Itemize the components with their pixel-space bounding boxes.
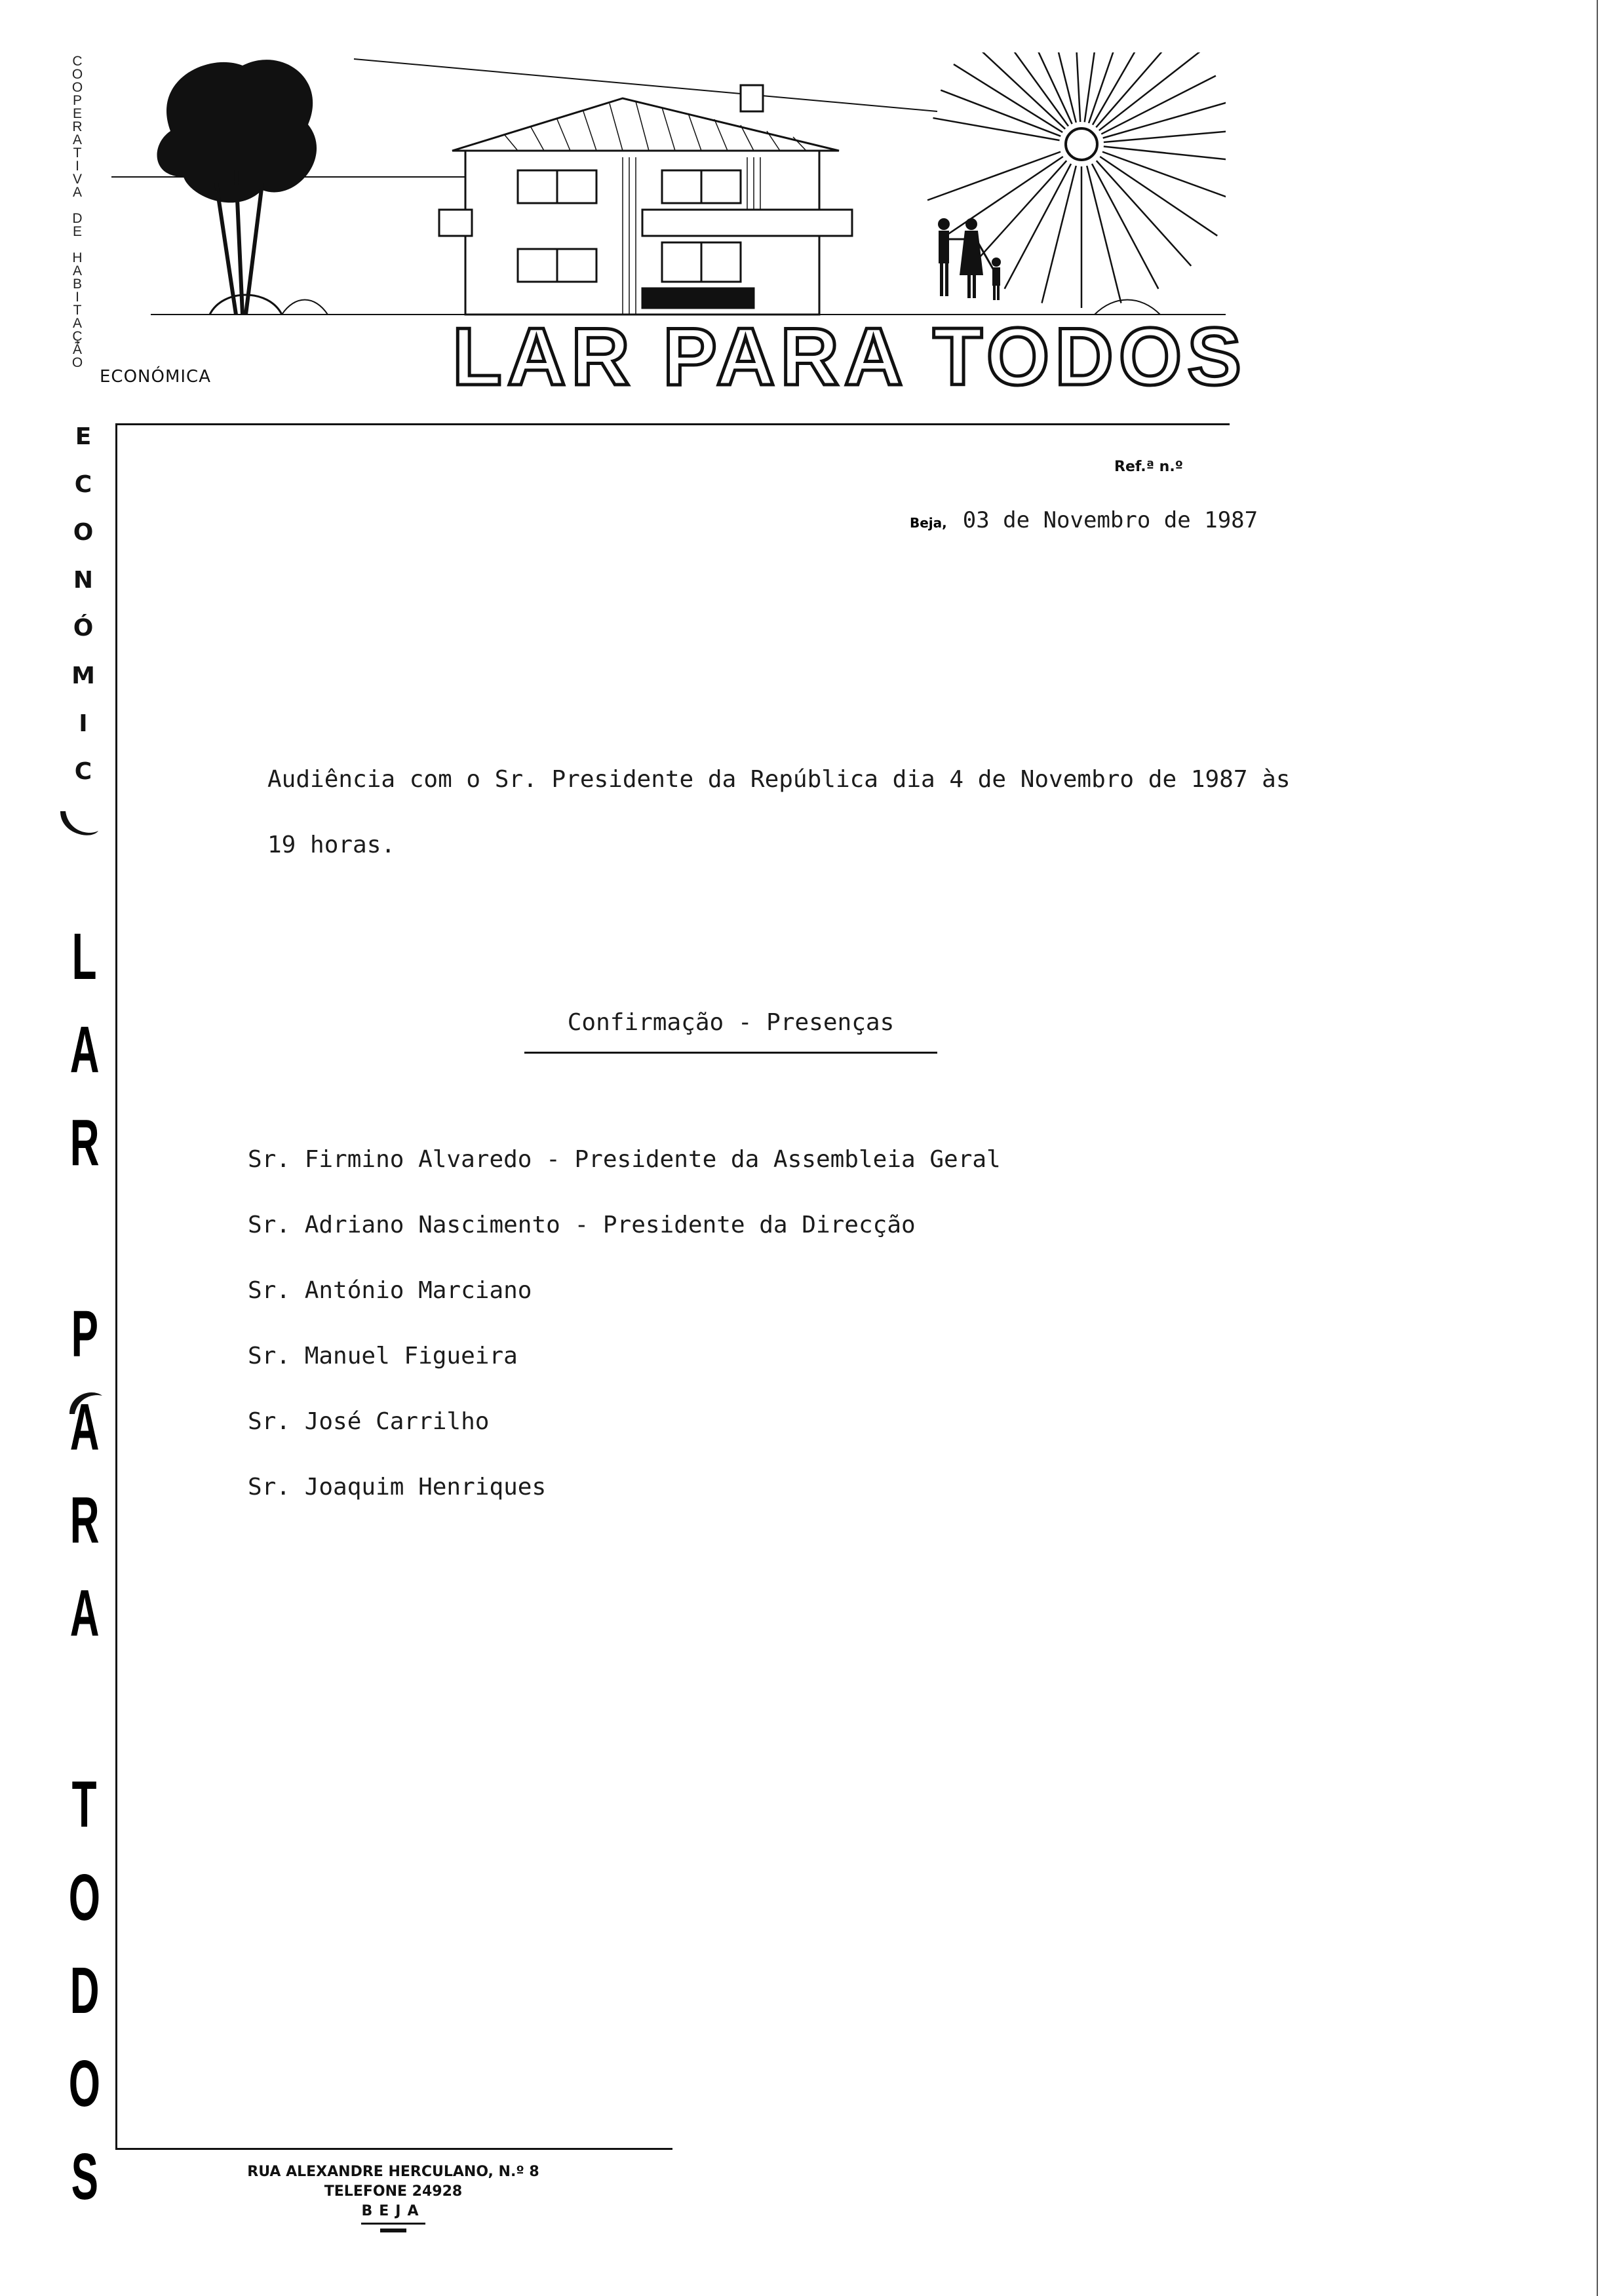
vertical-letter: O xyxy=(71,80,83,95)
vertical-letter: E xyxy=(72,224,82,239)
frame-top-rule xyxy=(115,423,1230,425)
vertical-letter: R xyxy=(69,1483,100,1557)
letter-body xyxy=(267,747,1513,878)
letterhead-illustration xyxy=(111,52,1226,347)
vertical-letter: L xyxy=(72,920,97,993)
vertical-letter: C xyxy=(74,758,92,785)
vertical-letter: D xyxy=(69,1954,100,2027)
vertical-letter: A xyxy=(69,1577,100,1650)
vertical-letter: T xyxy=(73,145,82,161)
vertical-letter: E xyxy=(75,423,92,450)
vertical-letter: I xyxy=(75,159,79,174)
heading-underline xyxy=(524,1052,937,1054)
vertical-letter: C xyxy=(74,471,92,498)
crescent-icon xyxy=(55,805,101,844)
vertical-letter: M xyxy=(71,662,95,689)
sun-ray xyxy=(1102,152,1226,201)
sun-ray xyxy=(1097,161,1192,266)
sun-ray xyxy=(1104,147,1226,160)
family-icon xyxy=(938,218,1001,300)
body-line-1: Audiência com o Sr. Presidente da República dia 4 de Novembro de 1987 às xyxy=(267,766,1291,793)
sun-ray xyxy=(946,157,1063,236)
frame-bottom-rule xyxy=(115,2148,672,2150)
section-heading xyxy=(524,1009,937,1054)
economico-vertical-text xyxy=(60,413,106,795)
vertical-letter: P xyxy=(71,1297,98,1371)
reference-label: Ref.ª n.º xyxy=(1114,459,1184,475)
footer-mark xyxy=(380,2229,406,2232)
vertical-letter: R xyxy=(69,1106,100,1179)
vertical-letter: R xyxy=(72,119,83,134)
vertical-letter: I xyxy=(79,710,88,737)
vertical-letter: A xyxy=(72,316,82,331)
economica-label: ECONÓMICA xyxy=(100,367,212,387)
vertical-letter: H xyxy=(72,250,83,265)
vertical-letter: A xyxy=(72,132,82,147)
sun-ray xyxy=(1093,52,1157,125)
vertical-letter: A xyxy=(69,1013,100,1086)
sun-icon xyxy=(1066,128,1097,160)
vertical-letter: A xyxy=(69,1390,100,1464)
vertical-letter: O xyxy=(68,1861,101,1934)
sun-ray xyxy=(972,161,1067,266)
lar-para-todos-vertical-text xyxy=(55,911,114,2224)
attendee-list xyxy=(248,1140,1001,1533)
place-label: Beja, xyxy=(910,515,947,531)
attendee-item: Sr. José Carrilho xyxy=(248,1408,490,1435)
heading-text: Confirmação - Presenças xyxy=(567,1009,895,1036)
attendee-item: Sr. Firmino Alvaredo - Presidente da Assembleia Geral xyxy=(248,1146,1001,1173)
vertical-letter: O xyxy=(71,355,83,370)
sun-ray xyxy=(1045,52,1076,123)
attendee-item: Sr. Joaquim Henriques xyxy=(248,1474,547,1501)
cooperativa-vertical-text xyxy=(63,55,92,370)
frame-left-rule xyxy=(115,423,117,2150)
letter-footer xyxy=(216,2162,570,2232)
crescent-small-icon xyxy=(66,1388,105,1421)
vertical-letter: N xyxy=(73,567,94,594)
letter-date: 03 de Novembro de 1987 xyxy=(962,507,1258,533)
sun-ray xyxy=(927,152,1060,201)
letterhead-title: LAR PARA TODOS xyxy=(452,312,1247,402)
vertical-letter: Ç xyxy=(72,329,83,344)
vertical-letter: A xyxy=(72,263,82,278)
vertical-letter: C xyxy=(72,54,83,69)
sun-ray xyxy=(1018,52,1072,124)
vertical-letter: O xyxy=(71,67,83,82)
attendee-item: Sr. Manuel Figueira xyxy=(248,1343,518,1369)
house-icon xyxy=(439,85,852,315)
attendee-item: Sr. António Marciano xyxy=(248,1277,532,1304)
scan-edge xyxy=(1597,0,1598,2296)
vertical-letter: T xyxy=(73,303,82,318)
sun-ray xyxy=(1074,52,1080,122)
vertical-letter: B xyxy=(72,277,82,292)
vertical-letter: E xyxy=(72,106,82,121)
sun-ray xyxy=(1100,157,1217,236)
vertical-letter: S xyxy=(71,2140,98,2213)
vertical-letter: Ó xyxy=(73,615,94,641)
vertical-letter: A xyxy=(72,185,82,200)
body-line-2: 19 horas. xyxy=(267,832,396,858)
vertical-letter: P xyxy=(72,93,82,108)
sun-ray xyxy=(971,52,1065,129)
vertical-letter: O xyxy=(68,2047,101,2120)
vertical-letter: T xyxy=(72,1768,97,1841)
tree-icon xyxy=(157,60,317,315)
vertical-letter: V xyxy=(72,172,82,187)
attendee-item: Sr. Adriano Nascimento - Presidente da Direcção xyxy=(248,1212,916,1238)
vertical-letter: D xyxy=(72,211,83,226)
sun-ray xyxy=(954,64,1062,132)
footer-address: RUA ALEXANDRE HERCULANO, N.º 8 xyxy=(247,2164,539,2180)
date-line xyxy=(910,507,1258,533)
footer-city: BEJA xyxy=(361,2202,425,2225)
footer-phone: TELEFONE 24928 xyxy=(324,2183,463,2200)
vertical-letter: O xyxy=(73,519,94,546)
vertical-letter: I xyxy=(75,290,79,305)
vertical-letter: Ã xyxy=(72,342,82,357)
